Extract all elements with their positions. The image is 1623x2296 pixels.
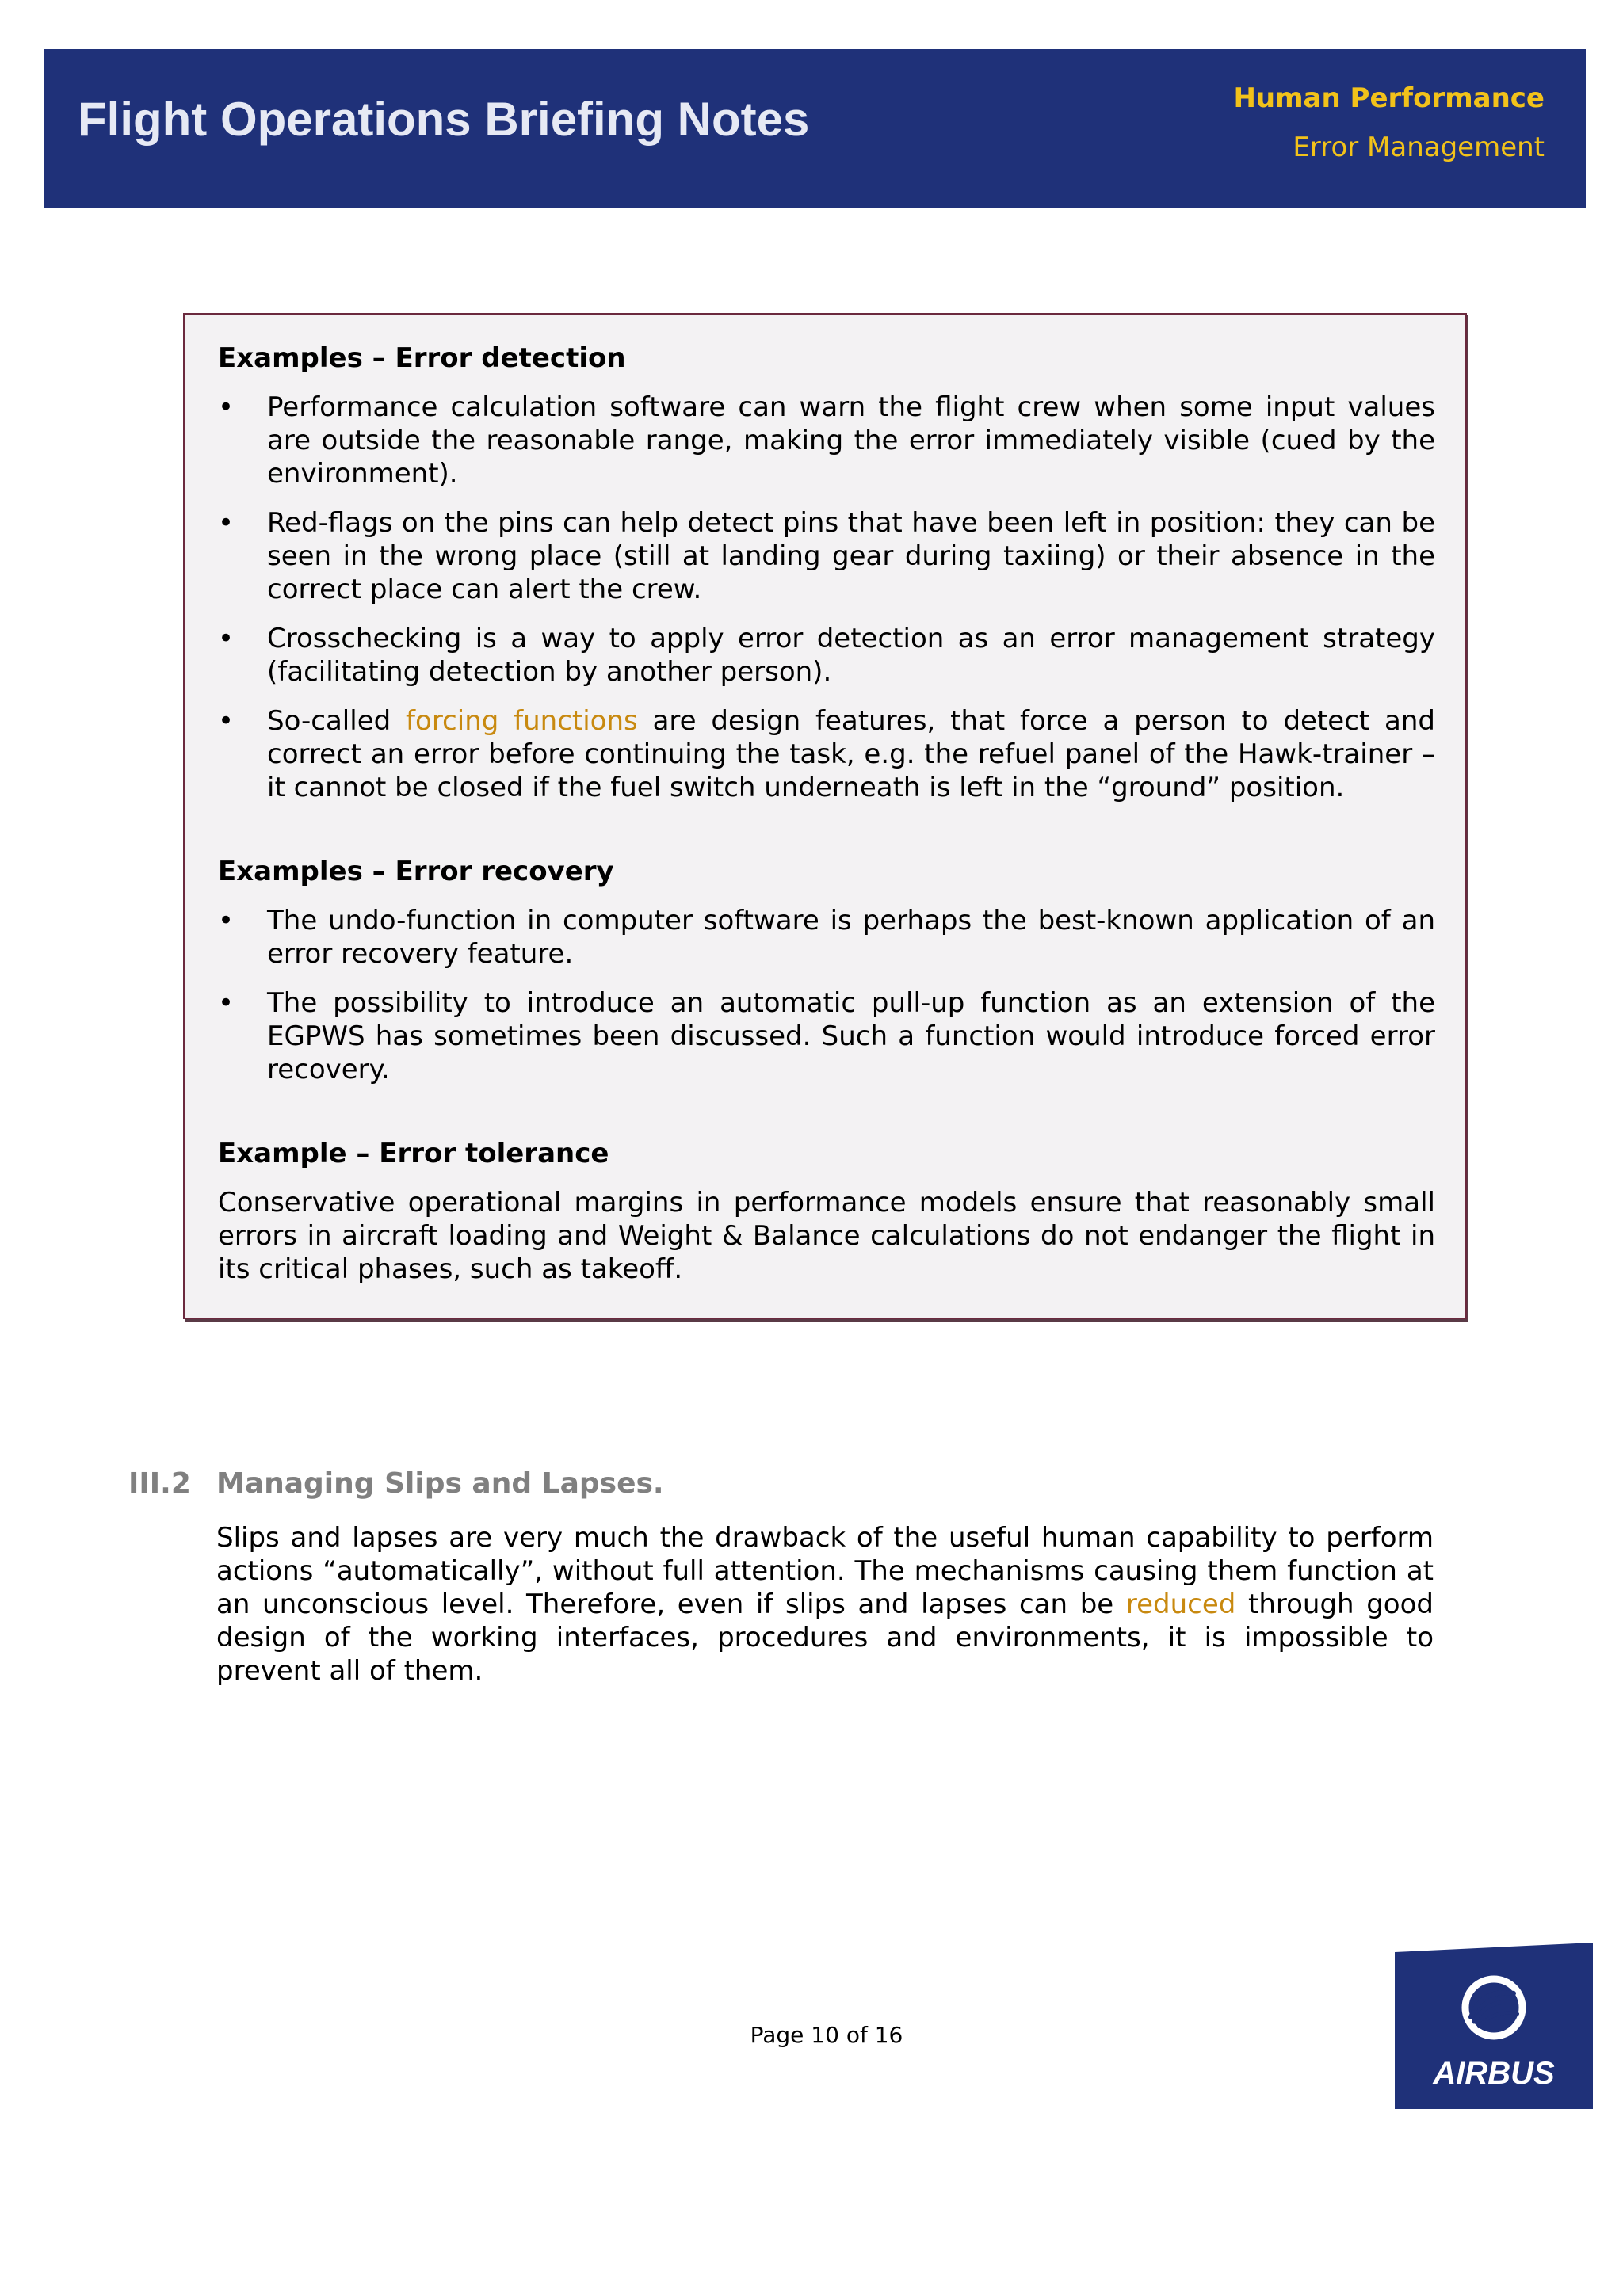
list-item-text-after: are design features, that force a person to detect and correct an error before continuing the task, e.g. the refuel panel of the Hawk-trainer – it cannot be closed if the fuel switch underneath is left in the “ground” position. (267, 705, 1436, 803)
section-text-after: through good design of the working interfaces, procedures and environments, it is impossible to prevent all of them. (216, 1589, 1434, 1687)
list-item-text: Performance calculation software can warn the flight crew when some input values are outside the reasonable range, making the error immediately visible (cued by the environment). (267, 391, 1435, 490)
list-item (218, 506, 1435, 606)
header-category: Human Performance (1233, 82, 1545, 114)
header-subcategory: Error Management (1293, 132, 1545, 163)
examples-box-content (218, 341, 1435, 1286)
reduced-term: reduced (1125, 1589, 1236, 1620)
error-detection-heading: Examples – Error detection (218, 342, 626, 374)
section-body (216, 1521, 1434, 1688)
error-recovery-heading: Examples – Error recovery (218, 856, 614, 887)
bullet-icon: • (218, 391, 235, 423)
list-item-text: The possibility to introduce an automatic pull-up function as an extension of the EGPWS has sometimes been discussed. Such a function would introduce forced error recovery. (267, 987, 1435, 1085)
error-tolerance-text: Conservative operational margins in performance models ensure that reasonably small errors in aircraft loading and Weight & Balance calculations do not endanger the flight in its critical phases, such as takeoff. (218, 1187, 1435, 1285)
list-item (218, 904, 1435, 971)
list-item-text-before: So-called (267, 705, 407, 737)
list-item (218, 391, 1435, 490)
bullet-icon: • (218, 905, 235, 936)
page-number: Page 10 of 16 (750, 2022, 903, 2048)
forcing-functions-term: forcing functions (406, 705, 638, 737)
error-tolerance-heading: Example – Error tolerance (218, 1138, 609, 1169)
bullet-icon: • (218, 507, 235, 539)
list-item (218, 704, 1435, 804)
document-title: Flight Operations Briefing Notes (78, 93, 810, 146)
list-item-text: Crosschecking is a way to apply error detection as an error management strategy (facilitating detection by another person). (267, 623, 1435, 688)
bullet-icon: • (218, 705, 235, 737)
section-text-before: Slips and lapses are very much the drawback of the useful human capability to perform actions “automatically”, without full attention. The mechanisms causing them function at an unconscious level. Therefore, even if slips and lapses can be (216, 1522, 1434, 1620)
examples-box (183, 313, 1467, 1319)
bullet-icon: • (218, 987, 235, 1019)
section-number: III.2 (128, 1467, 191, 1500)
list-item (218, 986, 1435, 1086)
bullet-icon: • (218, 623, 235, 654)
error-recovery-list (218, 904, 1435, 1086)
list-item-text: The undo-function in computer software is perhaps the best-known application of an error recovery feature. (267, 905, 1435, 970)
error-detection-list (218, 391, 1435, 804)
airbus-logo (1395, 1943, 1593, 2109)
list-item-text: Red-flags on the pins can help detect pins that have been left in position: they can be seen in the wrong place (still at landing gear during taxiing) or their absence in the correct place can alert the crew. (267, 507, 1435, 605)
airbus-logo-text: AIRBUS (1433, 2056, 1555, 2091)
header-band (44, 49, 1586, 208)
list-item (218, 622, 1435, 688)
section-title: Managing Slips and Lapses. (216, 1467, 664, 1500)
section-paragraph (216, 1521, 1434, 1688)
airbus-logo-graphic (1395, 1943, 1593, 2109)
